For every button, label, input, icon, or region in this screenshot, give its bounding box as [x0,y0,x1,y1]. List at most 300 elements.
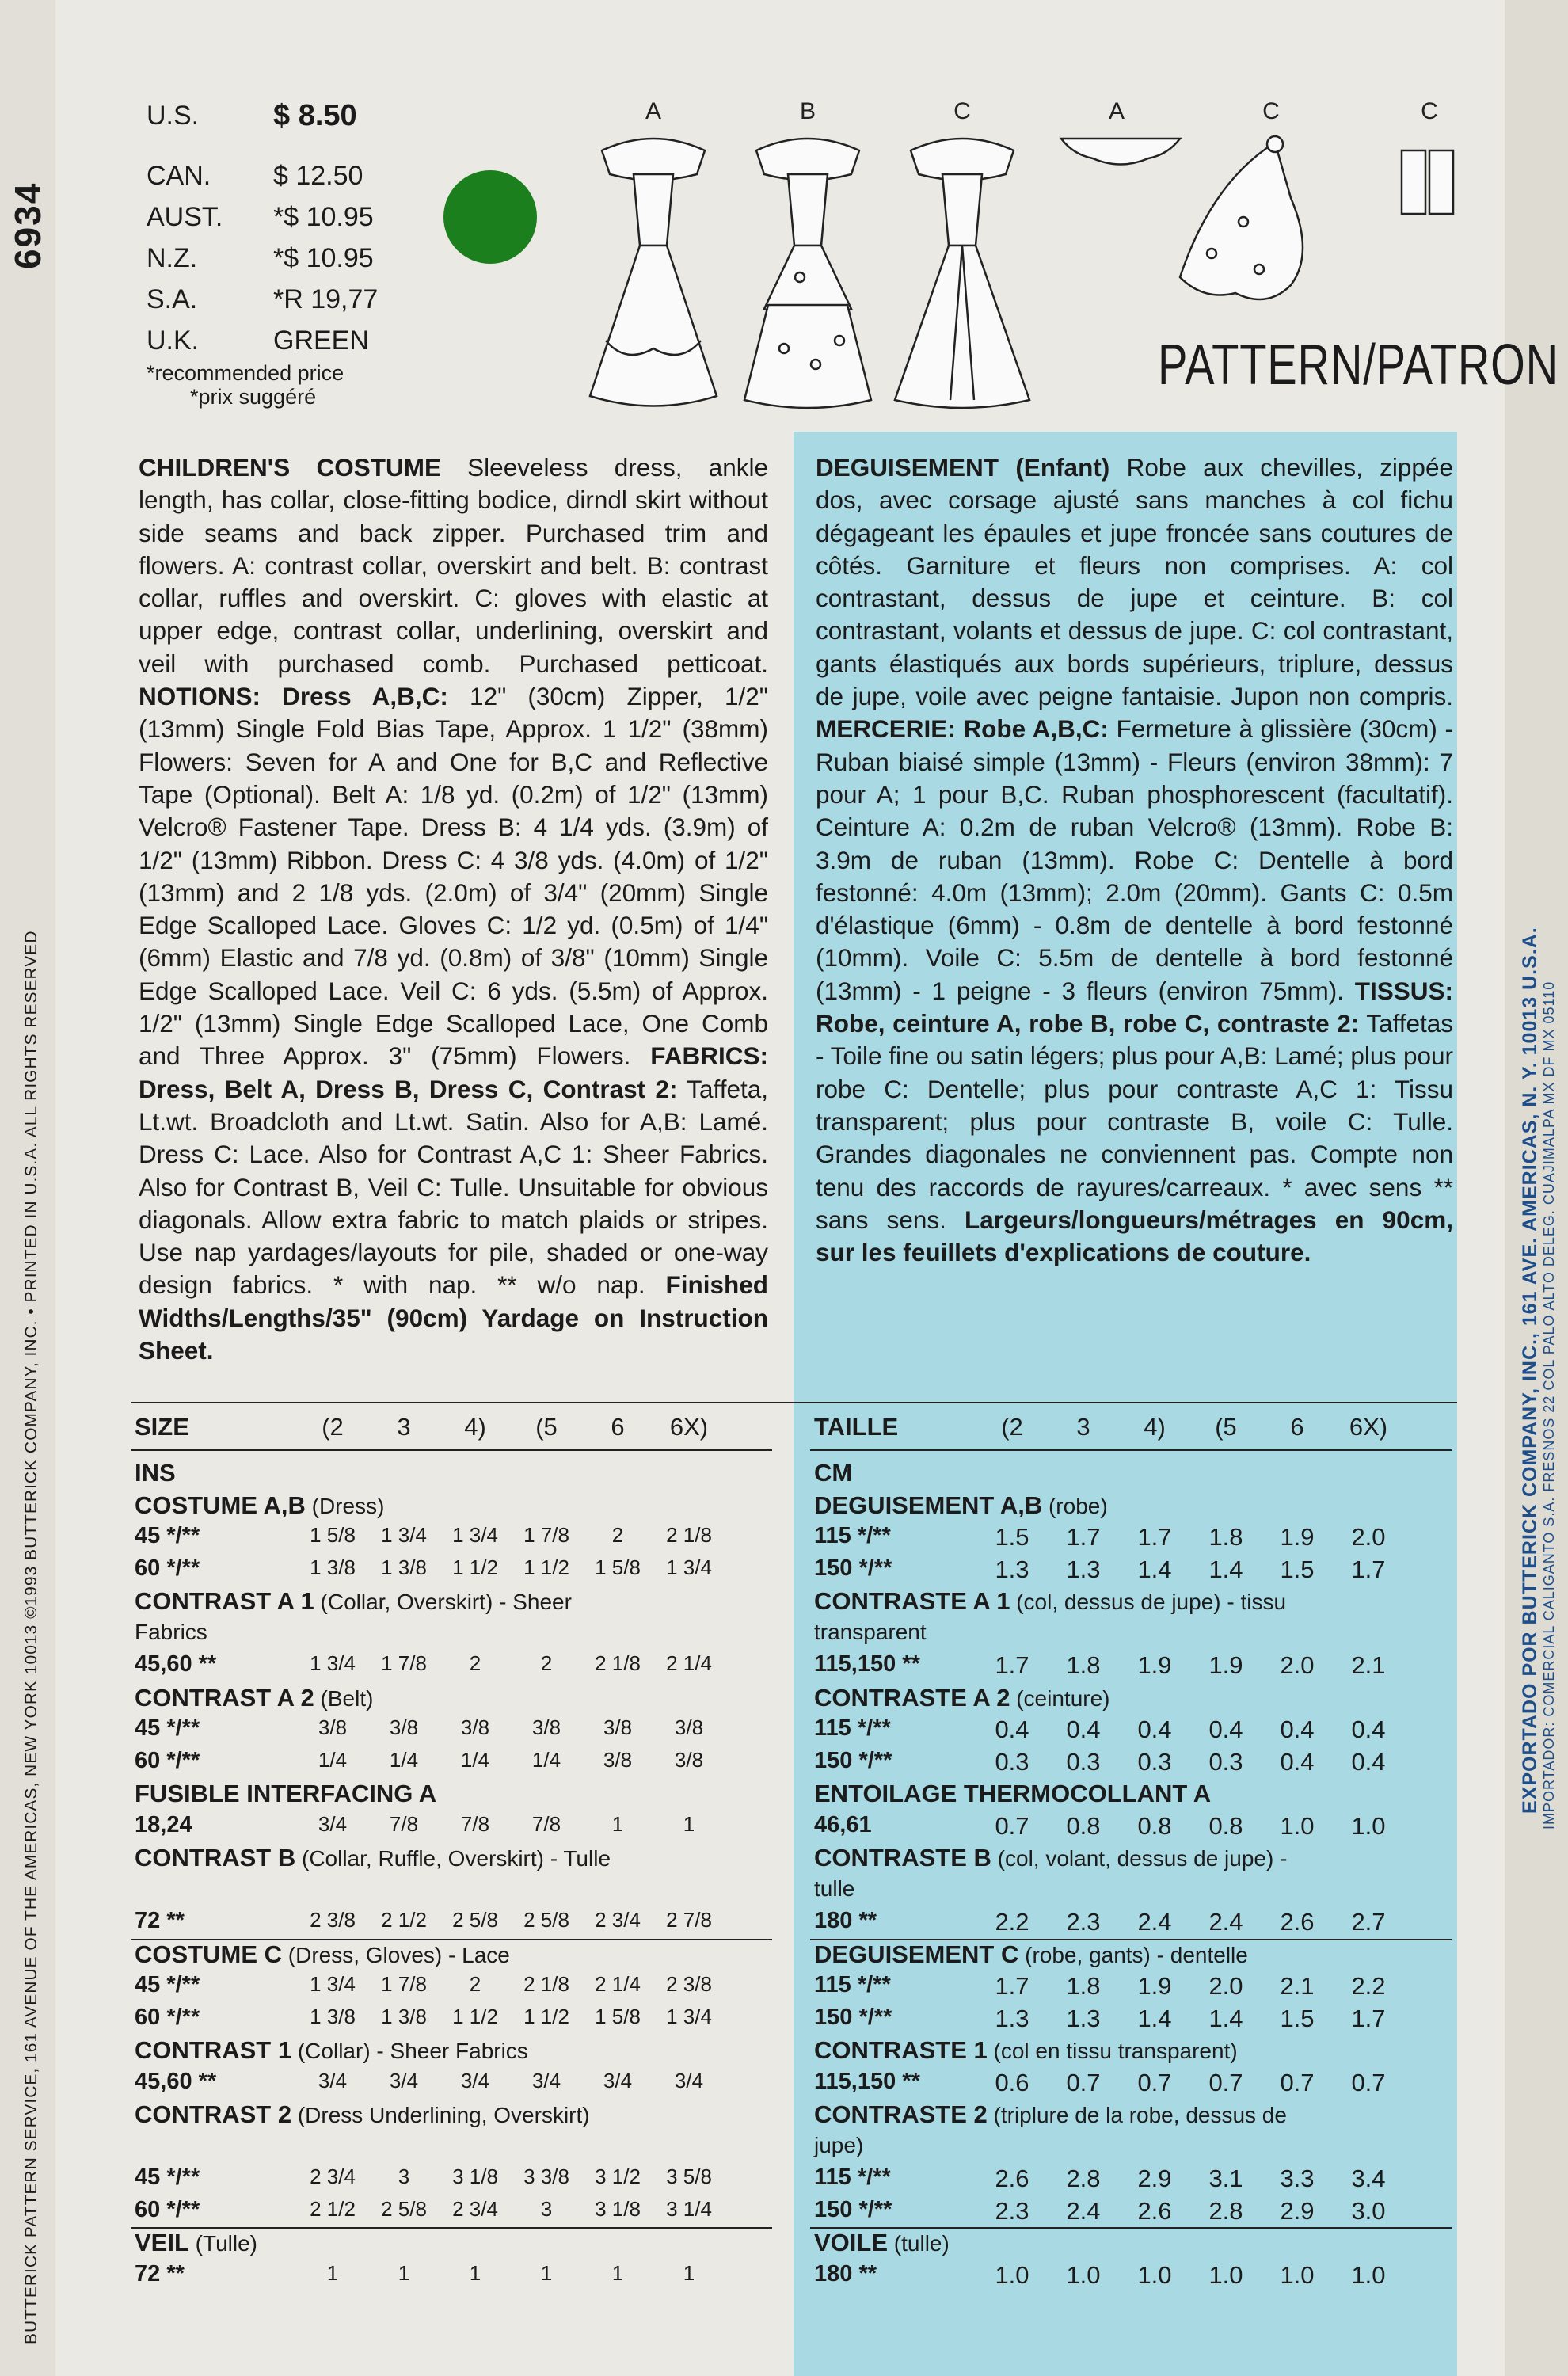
yardage-value: 0.7 [1066,2068,1101,2096]
yardage-value: 1 7/8 [381,1972,427,1996]
unit-label: CM [814,1459,853,1487]
yardage-value: 0.7 [995,1811,1029,1840]
yardage-value: 0.4 [1351,1715,1386,1743]
fabric-heading [135,1587,572,1616]
yardage-value: 1.0 [1066,2260,1101,2289]
yardage-table-english [135,1410,776,2372]
fabric-heading [814,2100,1287,2129]
yardage-value: 0.7 [1137,2068,1172,2096]
right-margin-text-2: IMPORTADOR: COMERCIAL CALIGANTO S.A. FRESNOS 22 COL PALO ALTO DELEG. CUAJIMALPA MX DF MX 05110 [1541,980,1557,1830]
yardage-value: 1 [611,1811,624,1836]
yardage-value: 1.7 [1351,1555,1386,1583]
yardage-value: 2 1/8 [595,1651,641,1675]
fabric-detail: (col, dessus de jupe) - tissu [1010,1590,1287,1614]
fabric-detail: (robe) [1042,1493,1108,1518]
yardage-value: 1 [683,1811,695,1836]
yardage-value: 1.0 [1351,2260,1386,2289]
yardage-value: 0.4 [1280,1747,1315,1776]
yardage-value: 2.6 [1137,2196,1172,2225]
costume-description: Sleeveless dress, ankle length, has collar, close-fitting bodice, dirndl skirt without side seams and back zipper. Purchased trim and flowers. A: contrast collar, overskirt and belt. B: contrast collar, ruffles and overskirt. C: gloves with elastic at upper edge, contrast collar, underlining, overskirt and veil with purchased comb. Purchased petticoat. [139,453,768,678]
mercerie-text: Fermeture à glissière (30cm) - Ruban biaisé simple (13mm) - Fleurs (environ 38mm): 7 pour A; 1 pour B,C. Ruban phosphorescent (facultatif). Ceinture A: 0.2m de ruban Velcro® (13mm). Robe B: 3.9m de ruban (13mm). Robe C: Dentelle à bord festonné: 4.0m (13mm); 2.0m (20mm). Gants C: 0.5m d'élastique (6mm) - 0.8m de dentelle à bord festonné (10mm). Voile C: 5.5m de dentelle à bord festonné (13mm) - 1 peigne - 3 fleurs (environ 75mm). [816,714,1453,1005]
yardage-value: 3/8 [531,1715,561,1739]
yardage-value: 1 1/2 [452,2004,498,2028]
size-column-header: 3 [397,1413,411,1441]
fabric-heading [135,1780,436,1808]
width-label: 115 */** [814,1715,891,1741]
yardage-value: 2.4 [1208,1908,1243,1936]
fabric-detail-continued: transparent [814,1619,927,1644]
description-french [816,451,1453,1269]
yardage-value: 1 [540,2260,553,2285]
yardage-value: 0.4 [995,1715,1029,1743]
size-label: TAILLE [814,1413,899,1441]
header-rule [810,1449,1452,1451]
price-label: U.K. [147,325,200,356]
width-label: 45 */** [135,1972,200,1997]
yardage-value: 2 7/8 [666,1908,712,1932]
width-label: 72 ** [135,1908,185,1933]
yardage-value: 1 3/8 [381,2004,427,2028]
yardage-value: 1.0 [1208,2260,1243,2289]
fabric-heading [814,1780,1211,1808]
view-letter: C [953,98,971,124]
fabric-detail: (Dress Underlining, Overskirt) [291,2103,590,2127]
width-label: 60 */** [135,1555,200,1581]
yardage-value: 1 3/4 [666,2004,712,2028]
yardage-value: 1 3/4 [310,1651,356,1675]
yardage-value: 2.4 [1137,1908,1172,1936]
yardage-value: 2 1/4 [595,1972,641,1996]
fabric-heading [814,2036,1238,2065]
yardage-value: 3 1/8 [452,2165,498,2188]
yardage-value: 1.9 [1280,1523,1315,1551]
yardage-value: 0.4 [1066,1715,1101,1743]
yardage-value: 2.2 [995,1908,1029,1936]
tissus-text: Taffetas - Toile fine ou satin légers; plus pour A,B: Lamé; plus pour robe C: Dentelle; plus pour contraste A,C 1: Tissu transparent; plus pour contraste B, voile C: Tulle. Grandes diagonales ne conviennent pas. Compte non tenu des raccords de rayures/carreaux. * avec sens ** sans sens. [816,1009,1453,1234]
fabric-detail: (robe, gants) - dentelle [1018,1942,1248,1967]
notions-text: 12" (30cm) Zipper, 1/2" (13mm) Single Fold Bias Tape, Approx. 1 1/2" (38mm) Flowers: Seven for A and One for B,C and Reflective Tape (Optional). Belt A: 1/8 yd. (0.2m) of 1/2" (13mm) Velcro® Fastener Tape. Dress B: 4 1/4 yds. (3.9m) of 1/2" (13mm) Ribbon. Dress C: 4 3/8 yds. (4.0m) of 1/2" (13mm) and 2 1/8 yds. (2.0m) of 3/4" (20mm) Single Edge Scalloped Lace. Gloves C: 1/2 yd. (0.5m) of 1/4" (6mm) Elastic and 7/8 yd. (0.8m) of 3/8" (10mm) Single Edge Scalloped Lace. Veil C: 6 yds. (5.5m) of Approx. 1/2" (13mm) Single Edge Scalloped Lace, One Comb and Three Approx. 3" (75mm) Flowers. [139,682,768,1071]
yardage-value: 1.7 [1137,1523,1172,1551]
yardage-value: 1.7 [1351,2004,1386,2032]
yardage-value: 1 3/4 [452,1523,498,1547]
yardage-value: 3/4 [603,2068,633,2092]
yardage-value: 1.9 [1137,1972,1172,2000]
price-value: *$ 10.95 [273,201,374,232]
fabric-heading [814,1844,1287,1872]
dress-a-illustration [590,139,717,406]
yardage-value: 1 5/8 [595,1555,641,1579]
yardage-value: 2 [469,1972,481,1996]
yardage-value: 1.3 [995,1555,1029,1583]
fabric-name: CONTRASTE A 2 [814,1683,1010,1712]
yardage-value: 7/8 [389,1811,419,1836]
yardage-value: 1/4 [389,1747,419,1772]
yardage-value: 3.4 [1351,2165,1386,2192]
width-label: 45,60 ** [135,1651,217,1677]
dress-c-illustration [895,139,1029,408]
fabric-name: DEGUISEMENT A,B [814,1491,1043,1519]
yardage-value: 1 5/8 [595,2004,641,2028]
fabric-name: CONTRAST A 1 [135,1587,314,1615]
yardage-value: 2 3/8 [666,1972,712,1996]
fabrics-heading: FABRICS: Dress, Belt A, Dress B, Dress C, Contrast 2: [139,1041,768,1103]
yardage-value: 1.3 [1066,1555,1101,1583]
fabric-detail: (Belt) [314,1685,374,1711]
yardage-value: 0.8 [1208,1811,1243,1840]
yardage-value: 3/4 [389,2068,419,2092]
yardage-value: 0.3 [1066,1747,1101,1776]
width-label: 60 */** [135,2004,200,2030]
width-label: 150 */** [814,1555,892,1581]
yardage-value: 3/8 [460,1715,490,1739]
yardage-value: 1/4 [318,1747,348,1772]
yardage-value: 1.4 [1137,1555,1172,1583]
width-label: 115,150 ** [814,2068,920,2094]
yardage-value: 2.9 [1280,2196,1315,2225]
view-letter: B [799,98,816,124]
yardage-value: 1 3/4 [310,1972,356,1996]
width-label: 45 */** [135,1523,200,1548]
width-label: 150 */** [814,2196,892,2222]
yardage-value: 2.2 [1351,1972,1386,2000]
yardage-value: 1 1/2 [452,1555,498,1579]
width-label: 150 */** [814,1747,892,1773]
yardage-value: 1 7/8 [523,1523,569,1547]
finished-note-fr: Largeurs/longueurs/métrages en 90cm, sur les feuillets d'explications de couture. [816,1205,1453,1267]
yardage-value: 2 [540,1651,553,1675]
yardage-value: 1.8 [1066,1651,1101,1679]
yardage-value: 2.1 [1351,1651,1386,1679]
yardage-value: 1/4 [531,1747,561,1772]
yardage-value: 2.6 [995,2165,1029,2192]
fabric-name: VEIL [135,2229,189,2256]
fabric-heading [814,2229,950,2257]
size-column-header: 6X) [1349,1413,1388,1441]
yardage-value: 1.8 [1066,1972,1101,2000]
size-column-header: (2 [1001,1413,1023,1441]
yardage-value: 1 3/4 [666,1555,712,1579]
fabric-heading [814,1684,1110,1712]
yardage-value: 0.4 [1208,1715,1243,1743]
yardage-value: 0.4 [1137,1715,1172,1743]
size-column-header: (5 [1215,1413,1237,1441]
fabric-detail: (Dress, Gloves) - Lace [282,1942,510,1967]
view-letter: A [1108,98,1125,124]
size-column-header: 4) [1144,1413,1166,1441]
fabric-heading [135,1940,510,1969]
yardage-value: 2.1 [1280,1972,1315,2000]
yardage-value: 2 1/4 [666,1651,712,1675]
yardage-value: 2 5/8 [381,2196,427,2221]
yardage-value: 1.4 [1137,2004,1172,2032]
price-value: GREEN [273,325,369,356]
yardage-value: 2.8 [1066,2165,1101,2192]
yardage-value: 1.4 [1208,1555,1243,1583]
yardage-value: 2.0 [1280,1651,1315,1679]
size-column-header: (5 [535,1413,558,1441]
fabric-name: CONTRAST 2 [135,2100,292,2128]
yardage-value: 3.3 [1280,2165,1315,2192]
collar-a-illustration [1061,139,1180,165]
fabric-detail: (Collar, Ruffle, Overskirt) - Tulle [295,1846,611,1871]
costume-heading: CHILDREN'S COSTUME [139,453,441,482]
yardage-value: 0.8 [1066,1811,1101,1840]
yardage-value: 1 [398,2260,410,2285]
yardage-value: 2.3 [995,2196,1029,2225]
width-label: 180 ** [814,2260,877,2287]
notions-heading: NOTIONS: Dress A,B,C: [139,682,448,711]
fabric-name: CONTRAST 1 [135,2036,292,2064]
yardage-value: 3/4 [674,2068,704,2092]
mercerie-heading: MERCERIE: Robe A,B,C: [816,714,1109,744]
yardage-value: 2 1/2 [381,1908,427,1932]
fabric-detail: (Tulle) [188,2231,257,2256]
fabric-name: FUSIBLE INTERFACING A [135,1780,437,1807]
width-label: 60 */** [135,1747,200,1773]
yardage-value: 1.0 [995,2260,1029,2289]
size-column-header: 6 [611,1413,625,1441]
yardage-value: 1.0 [1280,1811,1315,1840]
yardage-value: 3/4 [318,1811,348,1836]
fabric-heading [135,1491,384,1520]
fabric-heading [814,1491,1108,1520]
width-label: 150 */** [814,2004,892,2030]
yardage-value: 2.6 [1280,1908,1315,1936]
yardage-value: 1.0 [1137,2260,1172,2289]
header-rule [131,1449,772,1451]
yardage-value: 3 3/8 [523,2165,569,2188]
price-label: AUST. [147,201,223,232]
yardage-value: 0.6 [995,2068,1029,2096]
yardage-value: 0.7 [1351,2068,1386,2096]
yardage-value: 2 3/8 [310,1908,356,1932]
yardage-value: 0.7 [1208,2068,1243,2096]
finished-note: Finished Widths/Lengths/35" (90cm) Yardage on Instruction Sheet. [139,1270,768,1365]
yardage-value: 7/8 [531,1811,561,1836]
fabric-name: CONTRAST A 2 [135,1683,314,1712]
yardage-value: 2 1/8 [523,1972,569,1996]
yardage-value: 3/8 [389,1715,419,1739]
fabric-detail: (col, volant, dessus de jupe) - [991,1846,1288,1871]
description-english [139,451,768,1367]
yardage-value: 1.0 [1280,2260,1315,2289]
yardage-value: 2 3/4 [310,2165,356,2188]
fabric-detail-continued: Fabrics [135,1619,207,1644]
yardage-value: 2 1/2 [310,2196,356,2221]
width-label: 45 */** [135,1715,200,1741]
yardage-value: 2 5/8 [452,1908,498,1932]
yardage-value: 3 1/8 [595,2196,641,2221]
yardage-value: 1 [683,2260,695,2285]
fabric-name: COSTUME C [135,1940,282,1968]
fabric-name: CONTRASTE A 1 [814,1587,1010,1615]
yardage-value: 1 7/8 [381,1651,427,1675]
fabric-name: CONTRAST B [135,1844,296,1871]
price-value: $ 8.50 [273,98,357,132]
yardage-value: 1 [469,2260,481,2285]
yardage-value: 3/8 [318,1715,348,1739]
width-label: 115 */** [814,1523,891,1548]
yardage-value: 2 3/4 [452,2196,498,2221]
yardage-value: 1.0 [1351,1811,1386,1840]
pattern-number: 6934 [7,181,48,269]
fabric-detail: (ceinture) [1010,1685,1110,1711]
price-value: $ 12.50 [273,160,363,191]
width-label: 180 ** [814,1908,877,1933]
fabric-heading [135,2036,528,2065]
fabric-detail-continued: jupe) [814,2132,864,2157]
width-label: 115 */** [814,2165,891,2190]
size-column-header: 4) [464,1413,486,1441]
width-label: 115 */** [814,1972,891,1997]
yardage-value: 3/4 [531,2068,561,2092]
dress-b-illustration [744,139,871,408]
yardage-value: 2.0 [1208,1972,1243,2000]
fabric-heading [135,2229,257,2257]
yardage-value: 1.3 [1066,2004,1101,2032]
fabric-detail: (triplure de la robe, dessus de [987,2103,1287,2127]
yardage-value: 3/8 [674,1715,704,1739]
fabric-heading [135,1844,611,1872]
yardage-value: 3.1 [1208,2165,1243,2192]
yardage-value: 3 1/4 [666,2196,712,2221]
yardage-value: 3/4 [318,2068,348,2092]
yardage-value: 1 3/8 [381,1555,427,1579]
yardage-value: 3.0 [1351,2196,1386,2225]
yardage-value: 2 5/8 [523,1908,569,1932]
yardage-value: 1 3/8 [310,2004,356,2028]
price-value: *$ 10.95 [273,242,374,273]
yardage-value: 2.7 [1351,1908,1386,1936]
fabric-name: CONTRASTE 2 [814,2100,988,2128]
fabric-name: ENTOILAGE THERMOCOLLANT A [814,1780,1212,1807]
view-letter: C [1262,98,1280,124]
yardage-value: 0.3 [995,1747,1029,1776]
yardage-value: 1.9 [1208,1651,1243,1679]
yardage-value: 1.5 [1280,1555,1315,1583]
width-label: 72 ** [135,2260,185,2287]
yardage-value: 1.4 [1208,2004,1243,2032]
yardage-value: 1/4 [460,1747,490,1772]
yardage-value: 1.3 [995,2004,1029,2032]
yardage-value: 2 1/8 [666,1523,712,1547]
tissus-heading: TISSUS: Robe, ceinture A, robe B, robe C, contraste 2: [816,976,1453,1038]
yardage-value: 2.8 [1208,2196,1243,2225]
width-label: 18,24 [135,1811,192,1837]
recommended-note: *recommended price [147,361,344,385]
yardage-value: 2 [469,1651,481,1675]
width-label: 60 */** [135,2196,200,2222]
yardage-value: 7/8 [460,1811,490,1836]
width-label: 115,150 ** [814,1651,920,1677]
fabric-name: CONTRASTE 1 [814,2036,988,2064]
view-letter: C [1421,98,1438,124]
yardage-value: 1.5 [995,1523,1029,1551]
green-color-dot [443,170,537,264]
fabric-name: CONTRASTE B [814,1844,991,1871]
unit-label: INS [135,1459,176,1487]
yardage-value: 3/8 [603,1747,633,1772]
veil-c-illustration [1180,136,1303,299]
price-label: CAN. [147,160,211,191]
fabric-heading [135,1684,373,1712]
fabric-heading [814,1940,1248,1969]
yardage-value: 0.3 [1208,1747,1243,1776]
deguisement-description: Robe aux chevilles, zippée dos, avec corsage ajusté sans manches à col fichu dégageant les épaules et jupe froncée sans coutures de côtés. Garniture et fleurs non comprises. A: col contrastant, dessus de jupe et ceinture. B: col contrastant, volants et dessus de jupe. C: col contrastant, gants élastiqués aux bords supérieurs, triplure, dessus de jupe, voile avec peigne fantaisie. Jupon non compris. [816,453,1453,711]
fabric-detail: (tulle) [888,2231,950,2256]
fabric-detail: (Collar) - Sheer Fabrics [291,2039,528,2063]
price-label: N.Z. [147,242,198,273]
fabrics-text: Taffeta, Lt.wt. Broadcloth and Lt.wt. Satin. Also for A,B: Lamé. Dress C: Lace. Also for Contrast A,C 1: Sheer Fabrics. Also for Contrast B, Veil C: Tulle. Unsuitable for obvious diagonals. Allow extra fabric to match plaids or stripes. Use nap yardages/layouts for pile, shaded or one-way design fabrics. * with nap. ** w/o nap. [139,1074,769,1300]
price-label: U.S. [147,100,200,131]
yardage-value: 1.7 [995,1972,1029,2000]
yardage-value: 1.7 [1066,1523,1101,1551]
width-label: 45,60 ** [135,2068,217,2094]
yardage-value: 3/8 [674,1747,704,1772]
left-margin-text: BUTTERICK PATTERN SERVICE, 161 AVENUE OF THE AMERICAS, NEW YORK 10013 ©1993 BUTTERICK COMPANY, INC. • PRINTED IN U.S.A. ALL RIGHTS RESERVED [22,930,40,2344]
yardage-value: 0.4 [1351,1747,1386,1776]
fabric-detail: (col en tissu transparent) [987,2039,1238,2063]
fabric-name: COSTUME A,B [135,1491,306,1519]
yardage-value: 0.4 [1280,1715,1315,1743]
price-table [147,95,511,409]
yardage-value: 3 [398,2165,410,2188]
deguisement-heading: DEGUISEMENT (Enfant) [816,453,1110,482]
yardage-value: 3 5/8 [666,2165,712,2188]
fabric-detail: (Collar, Overskirt) - Sheer [314,1590,572,1614]
yardage-value: 2.0 [1351,1523,1386,1551]
yardage-value: 1.8 [1208,1523,1243,1551]
size-label: SIZE [135,1413,189,1441]
yardage-value: 0.7 [1280,2068,1315,2096]
yardage-value: 1.9 [1137,1651,1172,1679]
fabric-name: DEGUISEMENT C [814,1940,1019,1968]
suggested-note: *prix suggéré [190,385,317,409]
fabric-heading [135,2100,590,2129]
fabric-heading [814,1587,1286,1616]
fabric-detail: (Dress) [305,1493,385,1518]
size-column-header: 6X) [669,1413,709,1441]
yardage-value: 0.3 [1137,1747,1172,1776]
yardage-value: 1 [611,2260,624,2285]
yardage-value: 1 3/4 [381,1523,427,1547]
yardage-value: 2.4 [1066,2196,1101,2225]
yardage-value: 1 3/8 [310,1555,356,1579]
price-label: S.A. [147,284,198,314]
yardage-value: 3 1/2 [595,2165,641,2188]
fabric-detail-continued: tulle [814,1875,855,1901]
yardage-value: 0.8 [1137,1811,1172,1840]
yardage-value: 2.9 [1137,2165,1172,2192]
size-column-header: (2 [322,1413,344,1441]
yardage-value: 1 [326,2260,339,2285]
yardage-table-french [814,1410,1456,2372]
width-label: 46,61 [814,1811,872,1837]
fabric-name: VOILE [814,2229,889,2256]
yardage-value: 1 5/8 [310,1523,356,1547]
yardage-value: 1.5 [1280,2004,1315,2032]
width-label: 45 */** [135,2165,200,2190]
right-margin-text: EXPORTADO POR BUTTERICK COMPANY, INC., 161 AVE. AMERICAS, N. Y. 10013 U.S.A. [1519,927,1541,1814]
pattern-title: PATTERN/PATRON [1158,333,1558,397]
yardage-value: 2 [611,1523,624,1547]
yardage-value: 1 1/2 [523,2004,569,2028]
yardage-value: 3/4 [460,2068,490,2092]
size-column-header: 3 [1076,1413,1090,1441]
yardage-value: 1.7 [995,1651,1029,1679]
yardage-value: 2 3/4 [595,1908,641,1932]
size-column-header: 6 [1290,1413,1304,1441]
